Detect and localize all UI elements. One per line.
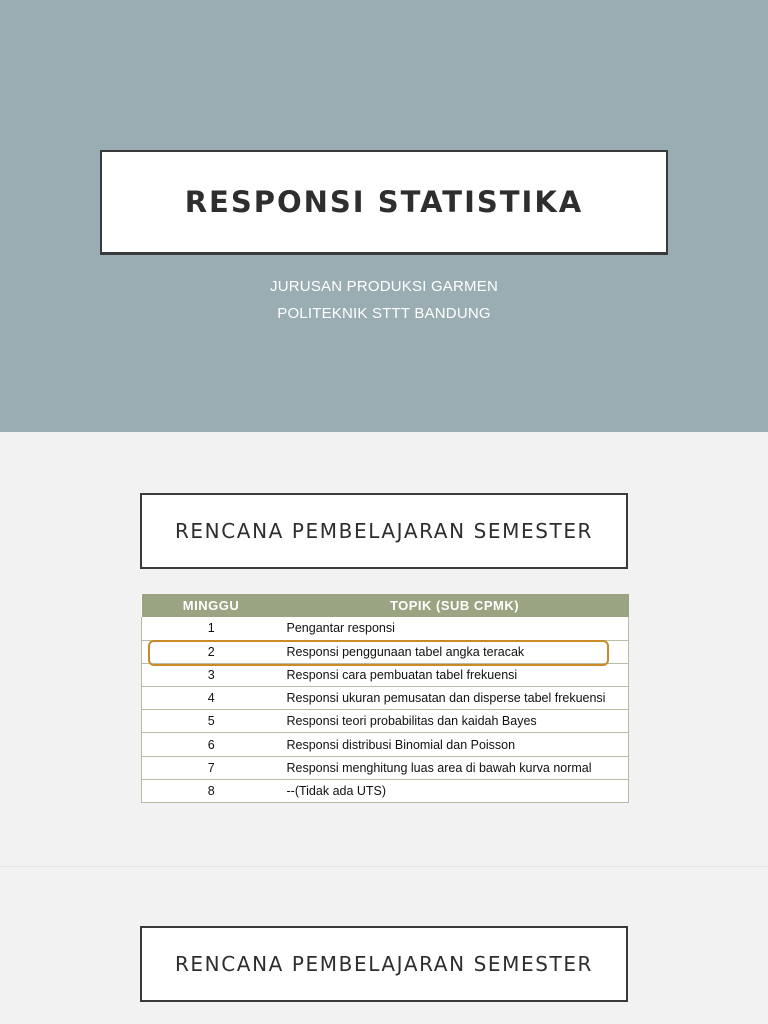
table-row [142, 663, 629, 686]
table-row [142, 710, 629, 733]
table-row [142, 617, 629, 640]
table-row [142, 756, 629, 779]
column-header-topic: TOPIK (SUB CPMK) [281, 594, 629, 617]
topic-cell: Pengantar responsi [281, 617, 629, 640]
topic-cell: Responsi ukuran pemusatan dan disperse tabel frekuensi [281, 687, 629, 710]
topic-cell: Responsi distribusi Binomial dan Poisson [281, 733, 629, 756]
subtitle-department: JURUSAN PRODUKSI GARMEN [270, 278, 498, 295]
topic-cell: Responsi cara pembuatan tabel frekuensi [281, 663, 629, 686]
topic-cell: Responsi penggunaan tabel angka teracak [281, 640, 629, 663]
week-cell: 6 [142, 733, 281, 756]
week-cell: 2 [142, 640, 281, 663]
week-cell: 7 [142, 756, 281, 779]
week-cell: 3 [142, 663, 281, 686]
table-row [142, 640, 629, 663]
presentation-title: RESPONSI STATISTIKA [184, 185, 584, 219]
column-header-week: MINGGU [142, 594, 281, 617]
next-slide [0, 866, 768, 1024]
topic-cell: Responsi teori probabilitas dan kaidah Bayes [281, 710, 629, 733]
week-cell: 4 [142, 687, 281, 710]
subtitle-institution: POLITEKNIK STTT BANDUNG [277, 305, 491, 322]
title-box [100, 150, 668, 255]
section-heading: RENCANA PEMBELAJARAN SEMESTER [174, 952, 594, 976]
week-cell: 1 [142, 617, 281, 640]
rps-table-slide [0, 432, 768, 864]
week-cell: 8 [142, 779, 281, 802]
table-row [142, 779, 629, 802]
table-row [142, 687, 629, 710]
section-heading-box [140, 926, 628, 1002]
topic-cell: Responsi menghitung luas area di bawah kurva normal [281, 756, 629, 779]
table-row [142, 733, 629, 756]
table-header-row [142, 594, 629, 617]
week-cell: 5 [142, 710, 281, 733]
topic-cell: --(Tidak ada UTS) [281, 779, 629, 802]
section-heading-box [140, 493, 628, 569]
rps-table [141, 594, 629, 803]
section-heading: RENCANA PEMBELAJARAN SEMESTER [174, 519, 594, 543]
title-slide [0, 0, 768, 432]
